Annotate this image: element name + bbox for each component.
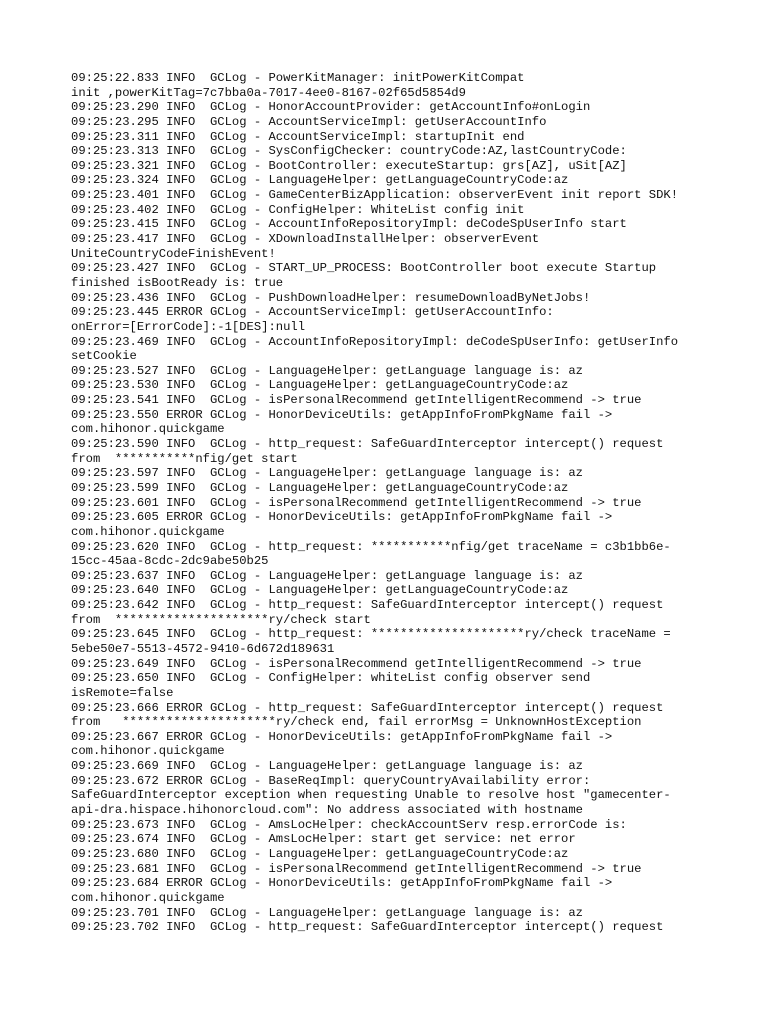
log-line: 09:25:23.550 ERROR GCLog - HonorDeviceUtils: getAppInfoFromPkgName fail ->: [71, 407, 613, 422]
log-line: 09:25:23.666 ERROR GCLog - http_request: SafeGuardInterceptor intercept() request: [71, 700, 664, 715]
log-line: 09:25:23.469 INFO GCLog - AccountInfoRepositoryImpl: deCodeSpUserInfo: getUserInfo: [71, 334, 679, 349]
log-line: 09:25:23.620 INFO GCLog - http_request: ***********nfig/get traceName = c3b1bb6e-: [71, 539, 671, 554]
log-line: 09:25:23.673 INFO GCLog - AmsLocHelper: checkAccountServ resp.errorCode is:: [71, 817, 627, 832]
log-line: 09:25:23.701 INFO GCLog - LanguageHelper: getLanguage language is: az: [71, 905, 583, 920]
log-line: 09:25:23.324 INFO GCLog - LanguageHelper: getLanguageCountryCode:az: [71, 173, 569, 188]
log-line: setCookie: [71, 349, 137, 364]
log-line: 09:25:23.402 INFO GCLog - ConfigHelper: WhiteList config init: [71, 202, 525, 217]
log-line: 09:25:23.642 INFO GCLog - http_request: SafeGuardInterceptor intercept() request: [71, 598, 664, 613]
log-line: 09:25:23.290 INFO GCLog - HonorAccountProvider: getAccountInfo#onLogin: [71, 100, 591, 115]
log-line: 09:25:23.295 INFO GCLog - AccountServiceImpl: getUserAccountInfo: [71, 114, 547, 129]
log-line: 09:25:23.541 INFO GCLog - isPersonalRecommend getIntelligentRecommend -> true: [71, 393, 642, 408]
log-line: 09:25:23.669 INFO GCLog - LanguageHelper: getLanguage language is: az: [71, 759, 583, 774]
log-line: UniteCountryCodeFinishEvent!: [71, 246, 276, 261]
log-line: com.hihonor.quickgame: [71, 422, 225, 437]
log-line: 09:25:22.833 INFO GCLog - PowerKitManager: initPowerKitCompat: [71, 71, 525, 85]
log-line: 09:25:23.530 INFO GCLog - LanguageHelper: getLanguageCountryCode:az: [71, 378, 569, 393]
log-line: 09:25:23.605 ERROR GCLog - HonorDeviceUtils: getAppInfoFromPkgName fail ->: [71, 510, 613, 525]
log-line: 15cc-45aa-8cdc-2dc9abe50b25: [71, 554, 269, 569]
log-line: 09:25:23.527 INFO GCLog - LanguageHelper: getLanguage language is: az: [71, 363, 583, 378]
log-line: 09:25:23.702 INFO GCLog - http_request: SafeGuardInterceptor intercept() request: [71, 920, 664, 935]
log-line: api-dra.hispace.hihonorcloud.com": No address associated with hostname: [71, 803, 583, 818]
log-line: 09:25:23.313 INFO GCLog - SysConfigChecker: countryCode:AZ,lastCountryCode:: [71, 144, 627, 159]
log-line: 09:25:23.680 INFO GCLog - LanguageHelper: getLanguageCountryCode:az: [71, 846, 569, 861]
log-line: 09:25:23.590 INFO GCLog - http_request: SafeGuardInterceptor intercept() request: [71, 437, 664, 452]
log-line: isRemote=false: [71, 685, 174, 700]
log-line: 09:25:23.445 ERROR GCLog - AccountServiceImpl: getUserAccountInfo:: [71, 305, 554, 320]
log-line: from *********************ry/check start: [71, 612, 371, 627]
log-line: 09:25:23.415 INFO GCLog - AccountInfoRepositoryImpl: deCodeSpUserInfo start: [71, 217, 627, 232]
log-line: 09:25:23.311 INFO GCLog - AccountServiceImpl: startupInit end: [71, 129, 525, 144]
log-line: com.hihonor.quickgame: [71, 524, 225, 539]
log-line: com.hihonor.quickgame: [71, 744, 225, 759]
log-line: 09:25:23.601 INFO GCLog - isPersonalRecommend getIntelligentRecommend -> true: [71, 495, 642, 510]
log-line: 09:25:23.597 INFO GCLog - LanguageHelper: getLanguage language is: az: [71, 466, 583, 481]
log-line: 09:25:23.674 INFO GCLog - AmsLocHelper: start get service: net error: [71, 832, 576, 847]
log-line: 09:25:23.417 INFO GCLog - XDownloadInstallHelper: observerEvent: [71, 232, 540, 247]
log-line: com.hihonor.quickgame: [71, 890, 225, 905]
log-line: 09:25:23.599 INFO GCLog - LanguageHelper: getLanguageCountryCode:az: [71, 480, 569, 495]
log-line: from *********************ry/check end, fail errorMsg = UnknownHostException: [71, 715, 642, 730]
log-text-block: [71, 71, 721, 935]
log-line: 09:25:23.436 INFO GCLog - PushDownloadHelper: resumeDownloadByNetJobs!: [71, 290, 591, 305]
log-line: SafeGuardInterceptor exception when requesting Unable to resolve host "gamecenter-: [71, 788, 671, 803]
log-line: 09:25:23.645 INFO GCLog - http_request: *********************ry/check traceName =: [71, 627, 671, 642]
log-line: 09:25:23.321 INFO GCLog - BootController: executeStartup: grs[AZ], uSit[AZ]: [71, 158, 627, 173]
log-line: 09:25:23.649 INFO GCLog - isPersonalRecommend getIntelligentRecommend -> true: [71, 656, 642, 671]
log-document: [71, 71, 721, 935]
log-line: 09:25:23.650 INFO GCLog - ConfigHelper: whiteList config observer send: [71, 671, 591, 686]
log-line: onError=[ErrorCode]:-1[DES]:null: [71, 319, 306, 334]
log-line: init ,powerKitTag=7c7bba0a-7017-4ee0-8167-02f65d5854d9: [71, 85, 466, 100]
log-line: 09:25:23.640 INFO GCLog - LanguageHelper: getLanguageCountryCode:az: [71, 583, 569, 598]
log-line: from ***********nfig/get start: [71, 451, 298, 466]
log-line: 5ebe50e7-5513-4572-9410-6d672d189631: [71, 641, 335, 656]
log-line: 09:25:23.684 ERROR GCLog - HonorDeviceUtils: getAppInfoFromPkgName fail ->: [71, 876, 613, 891]
log-line: 09:25:23.427 INFO GCLog - START_UP_PROCESS: BootController boot execute Startup: [71, 261, 657, 276]
log-line: 09:25:23.681 INFO GCLog - isPersonalRecommend getIntelligentRecommend -> true: [71, 861, 642, 876]
log-line: 09:25:23.401 INFO GCLog - GameCenterBizApplication: observerEvent init report SDK!: [71, 188, 679, 203]
log-line: 09:25:23.672 ERROR GCLog - BaseReqImpl: queryCountryAvailability error:: [71, 773, 591, 788]
log-line: finished isBootReady is: true: [71, 275, 284, 290]
log-line: 09:25:23.637 INFO GCLog - LanguageHelper: getLanguage language is: az: [71, 568, 583, 583]
log-line: 09:25:23.667 ERROR GCLog - HonorDeviceUtils: getAppInfoFromPkgName fail ->: [71, 729, 613, 744]
